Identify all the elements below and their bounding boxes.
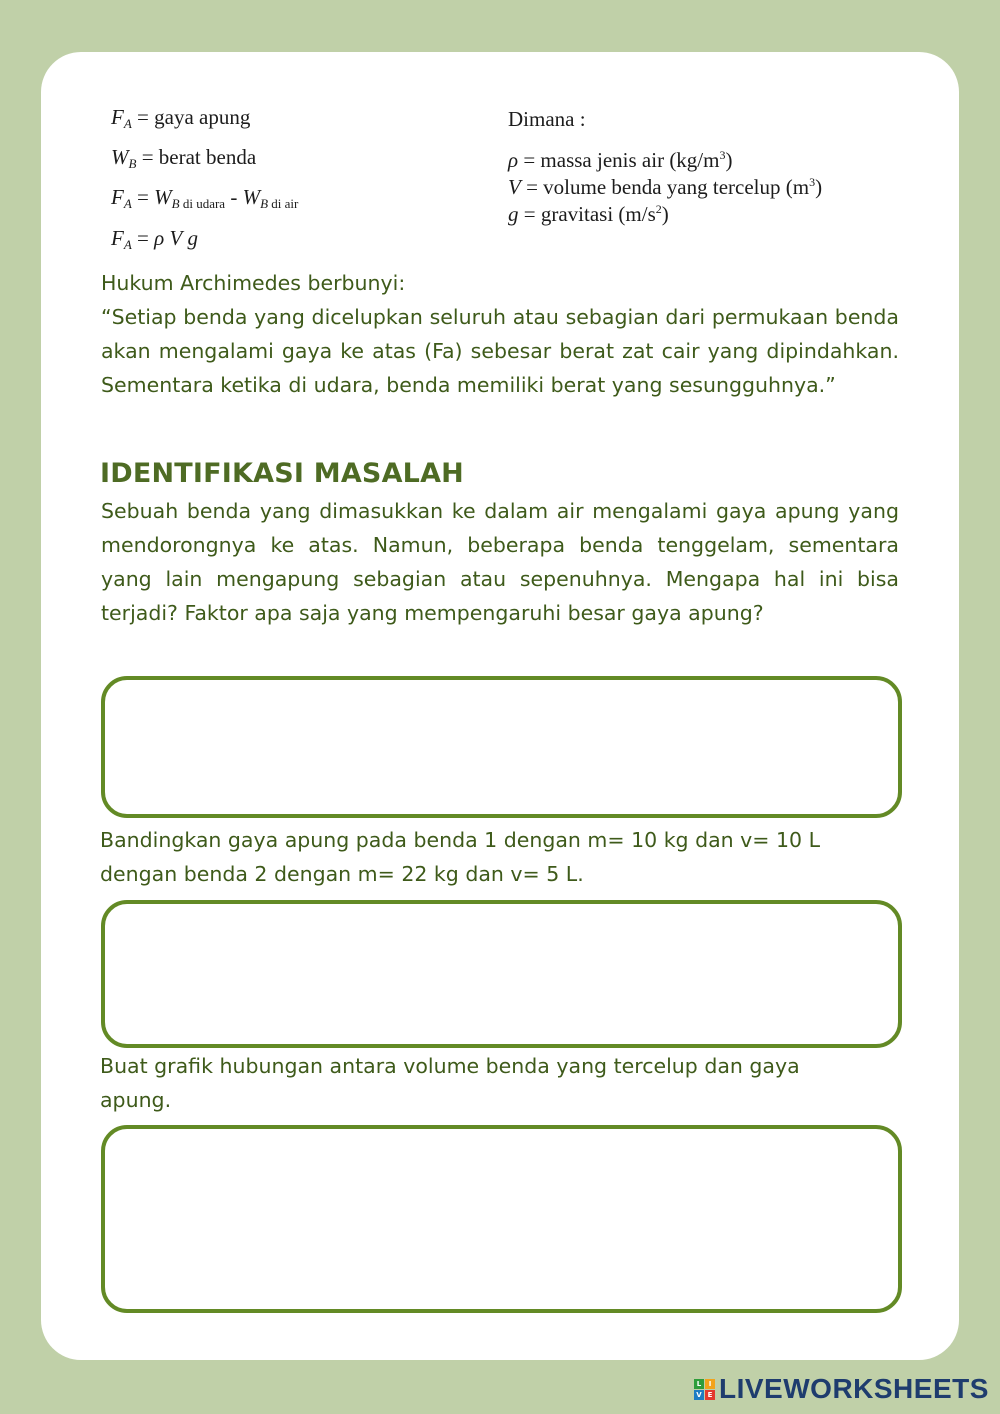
gravity-definition: g = gravitasi $(m/s^2)$ bbox=[508, 202, 669, 226]
compare-question-line1: Bandingkan gaya apung pada benda 1 dengan m= 10 kg dan v= 10 L bbox=[100, 828, 821, 852]
law-intro: Hukum Archimedes berbunyi: bbox=[101, 271, 406, 295]
logo-tile: I bbox=[705, 1379, 715, 1389]
liveworksheets-logo-icon bbox=[694, 1379, 715, 1400]
formula-fa-definition: $F_A$ = gaya apung bbox=[111, 105, 251, 131]
brand-name: LIVEWORKSHEETS bbox=[719, 1373, 989, 1404]
rho-definition: ρ = massa jenis air $(kg/m^3)$ bbox=[508, 148, 733, 172]
dimana-label: Dimana : bbox=[508, 107, 586, 131]
volume-definition: V = volume benda yang tercelup $(m^3)$ bbox=[508, 175, 823, 199]
liveworksheets-brand bbox=[694, 1374, 989, 1404]
formula-fa-rho-v-g: $F_A = \rho$ V g bbox=[111, 226, 199, 252]
answer-box-1[interactable] bbox=[101, 676, 902, 818]
answer-box-2[interactable] bbox=[101, 900, 902, 1048]
logo-tile: L bbox=[694, 1379, 704, 1389]
problem-statement: Sebuah benda yang dimasukkan ke dalam air mengalami gaya apung yang mendorongnya ke atas. Namun, beberapa benda tenggelam, sementara yang lain mengapung sebagian atau sepenuhnya. Mengapa hal ini bisa terjadi? Faktor apa saja yang mempengaruhi besar gaya apung? bbox=[101, 499, 899, 625]
answer-box-3[interactable] bbox=[101, 1125, 902, 1313]
section-heading: IDENTIFIKASI MASALAH bbox=[100, 458, 464, 489]
formula-fa-weight-difference: $F_A = W_{B di udara} - W_{B di air}$ bbox=[111, 185, 299, 211]
compare-question-line2: dengan benda 2 dengan m= 22 kg dan v= 5 L. bbox=[100, 862, 584, 886]
logo-tile: V bbox=[694, 1390, 704, 1400]
graph-question-line1: Buat grafik hubungan antara volume benda yang tercelup dan gaya bbox=[100, 1054, 800, 1078]
logo-tile: E bbox=[705, 1390, 715, 1400]
graph-question-line2: apung. bbox=[100, 1088, 172, 1112]
law-quote: “Setiap benda yang dicelupkan seluruh atau sebagian dari permukaan benda akan mengalami gaya ke atas (Fa) sebesar berat zat cair yang dipindahkan. Sementara ketika di udara, benda memiliki berat yang sesungguhnya.” bbox=[101, 305, 899, 397]
formula-wb-definition: $W_B$ = berat benda bbox=[111, 145, 257, 171]
